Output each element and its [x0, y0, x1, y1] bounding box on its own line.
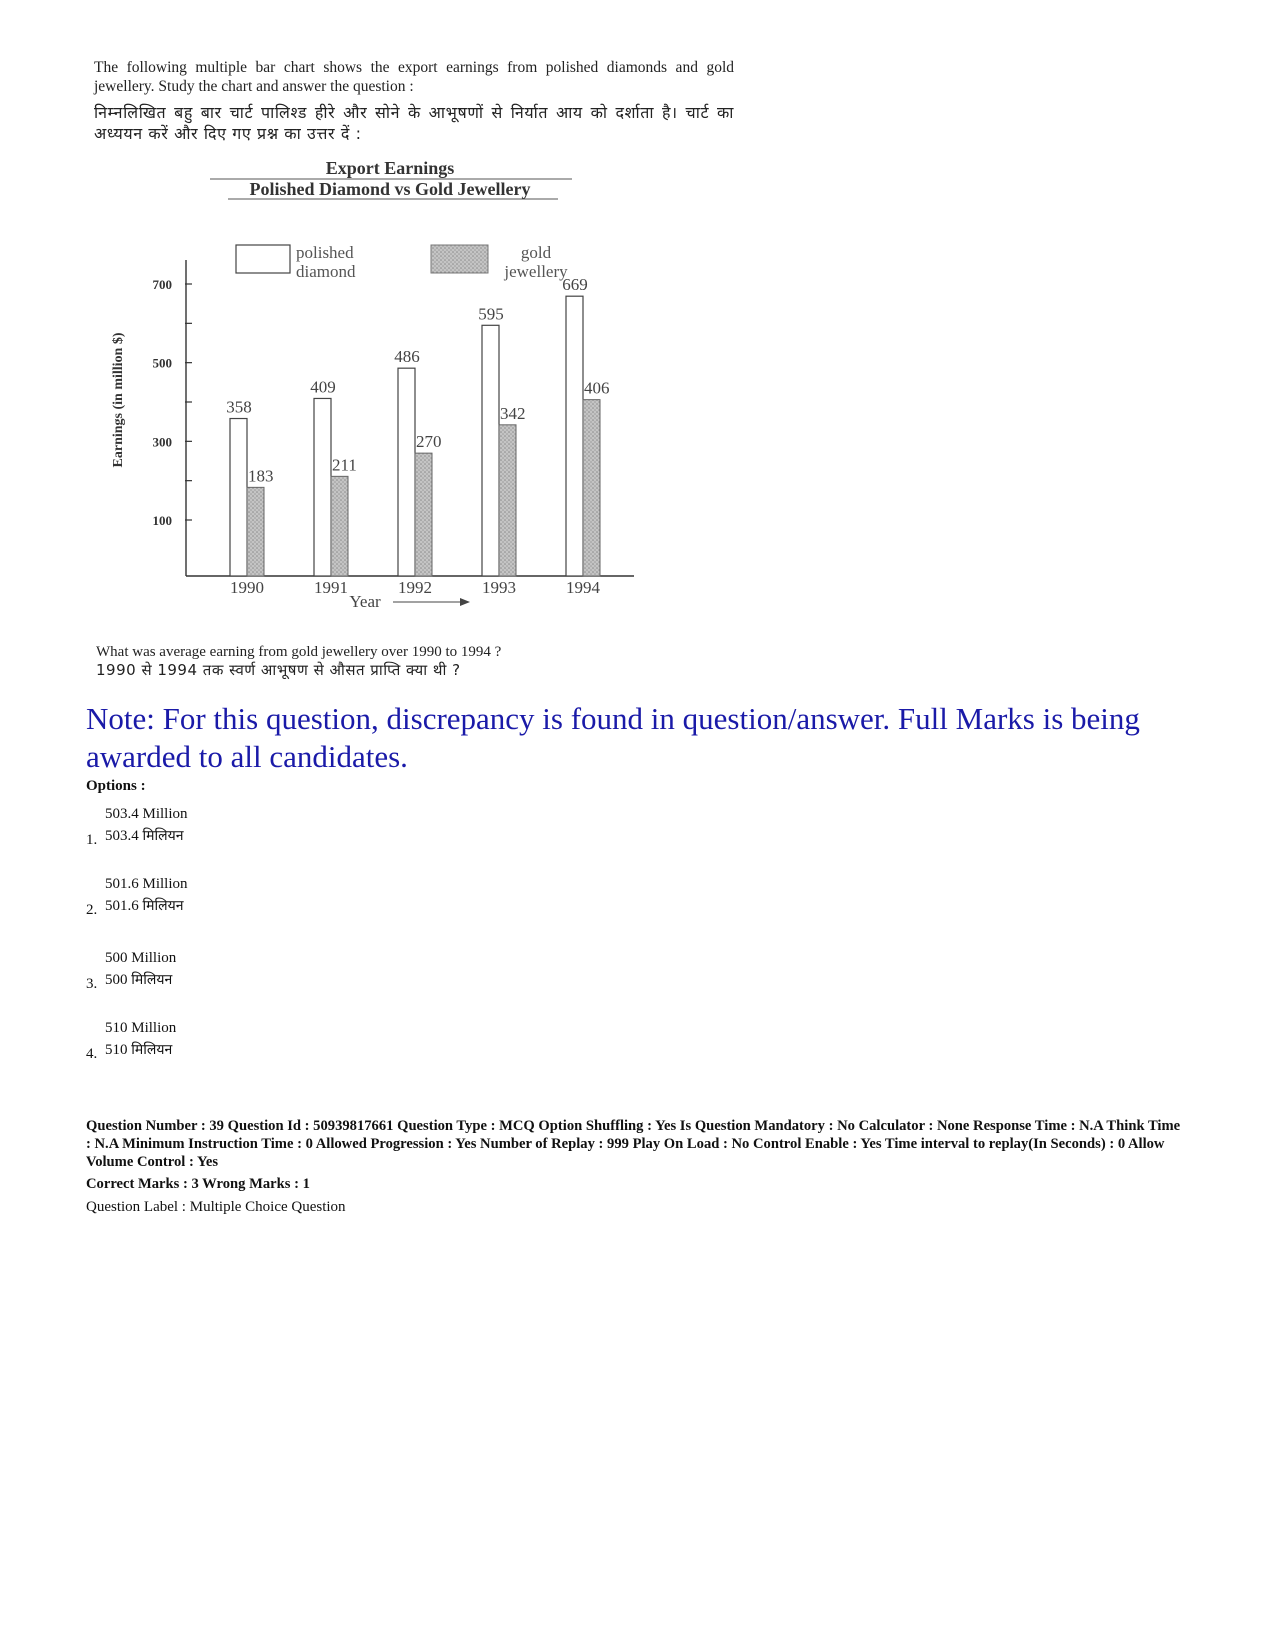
- option-3[interactable]: [86, 950, 386, 996]
- chart-title: Export Earnings: [325, 158, 455, 178]
- bar-gold-jewellery: [415, 453, 432, 576]
- x-tick-label: 1991: [314, 578, 348, 597]
- data-label-diamond: 358: [226, 397, 252, 417]
- y-axis-title: Earnings (in million $): [111, 332, 126, 468]
- option-value: 501.6: [105, 898, 139, 914]
- y-tick-label: 700: [152, 277, 172, 292]
- x-axis-title: Year: [349, 592, 381, 611]
- option-4[interactable]: [86, 1020, 386, 1066]
- data-label-gold: 183: [248, 466, 274, 486]
- marks-info: Correct Marks : 3 Wrong Marks : 1: [86, 1176, 310, 1192]
- legend-label-diamond-1: polished: [296, 243, 354, 262]
- y-tick-label: 500: [152, 355, 172, 371]
- question-text-hi: निम्नलिखित बहु बार चार्ट पालिश्ड हीरे और सोने के आभूषणों से निर्यात आय को दर्शाता है। चार्ट का अध्ययन करें और दिए गए प्रश्न का उत्तर दें :: [94, 103, 734, 143]
- option-text-hi: [105, 970, 172, 989]
- legend-label-gold-1: gold: [520, 243, 552, 262]
- option-text-hi: [105, 1040, 172, 1059]
- bar-polished-diamond: [482, 325, 499, 576]
- option-text-hi: [105, 826, 184, 845]
- bar-gold-jewellery: [331, 476, 348, 576]
- legend-swatch-gold: [431, 245, 488, 273]
- option-number: 3.: [86, 976, 98, 992]
- option-unit-hi: मिलियन: [131, 972, 173, 988]
- data-label-gold: 342: [500, 403, 526, 423]
- x-tick-label: 1994: [566, 578, 600, 597]
- data-label-diamond: 409: [310, 377, 336, 397]
- bar-gold-jewellery: [499, 425, 516, 576]
- bar-polished-diamond: [314, 398, 331, 576]
- x-tick-label: 1990: [230, 578, 264, 597]
- x-axis-arrow-head: [460, 598, 470, 606]
- discrepancy-note: Note: For this question, discrepancy is found in question/answer. Full Marks is being awarded to all candidates.: [86, 701, 1140, 774]
- option-text-hi: [105, 896, 184, 915]
- question-text-en: The following multiple bar chart shows the export earnings from polished diamonds and gold jewellery. Study the chart and answer the question :: [94, 59, 734, 95]
- bar-polished-diamond: [398, 368, 415, 576]
- x-tick-label: 1993: [482, 578, 516, 597]
- question-metadata: Question Number : 39 Question Id : 50939817661 Question Type : MCQ Option Shuffling : Yes Is Question Mandatory : No Calculator : None Response Time : N.A Think Time : N.A Minimum Instruction Time : 0 Allowed Progression : Yes Number of Replay : 999 Play On Load : No Control Enable : Yes Time interval to replay(In Seconds) : 0 Allow Volume Control : Yes: [86, 1118, 1181, 1170]
- y-tick-label: 100: [152, 513, 172, 528]
- option-1[interactable]: [86, 806, 386, 852]
- option-value: 503.4: [105, 828, 139, 844]
- data-label-gold: 211: [332, 455, 357, 475]
- option-text-en: 500 Million: [105, 950, 177, 966]
- bar-gold-jewellery: [583, 400, 600, 576]
- option-unit-hi: मिलियन: [131, 1042, 173, 1058]
- data-label-diamond: 595: [478, 304, 504, 324]
- options-heading: Options :: [86, 778, 146, 794]
- option-unit-hi: मिलियन: [142, 898, 184, 914]
- bar-polished-diamond: [230, 419, 247, 576]
- plot-area: [153, 275, 610, 597]
- option-number: 4.: [86, 1046, 98, 1062]
- option-number: 2.: [86, 902, 98, 918]
- x-tick-label: 1992: [398, 578, 432, 597]
- option-text-en: 501.6 Million: [105, 876, 188, 892]
- question-label: Question Label : Multiple Choice Question: [86, 1199, 346, 1215]
- bar-gold-jewellery: [247, 487, 264, 576]
- question-ask-hi: 1990 से 1994 तक स्वर्ण आभूषण से औसत प्राप्ति क्या थी ?: [96, 661, 461, 679]
- option-2[interactable]: [86, 876, 386, 922]
- chart-subtitle: Polished Diamond vs Gold Jewellery: [249, 179, 531, 199]
- data-label-gold: 270: [416, 432, 442, 452]
- option-unit-hi: मिलियन: [142, 828, 184, 844]
- option-number: 1.: [86, 832, 98, 848]
- legend-label-gold-2: jewellery: [504, 262, 568, 281]
- data-label-diamond: 669: [562, 275, 588, 295]
- legend-label-diamond-2: diamond: [296, 262, 356, 281]
- data-label-diamond: 486: [394, 347, 420, 367]
- bar-polished-diamond: [566, 296, 583, 576]
- option-text-en: 503.4 Million: [105, 806, 188, 822]
- option-value: 510: [105, 1042, 128, 1058]
- option-text-en: 510 Million: [105, 1020, 177, 1036]
- data-label-gold: 406: [584, 378, 610, 398]
- bar-chart: [100, 155, 660, 625]
- legend-swatch-diamond: [236, 245, 290, 273]
- question-ask-en: What was average earning from gold jewellery over 1990 to 1994 ?: [96, 644, 502, 660]
- option-value: 500: [105, 972, 128, 988]
- y-tick-label: 300: [152, 434, 172, 450]
